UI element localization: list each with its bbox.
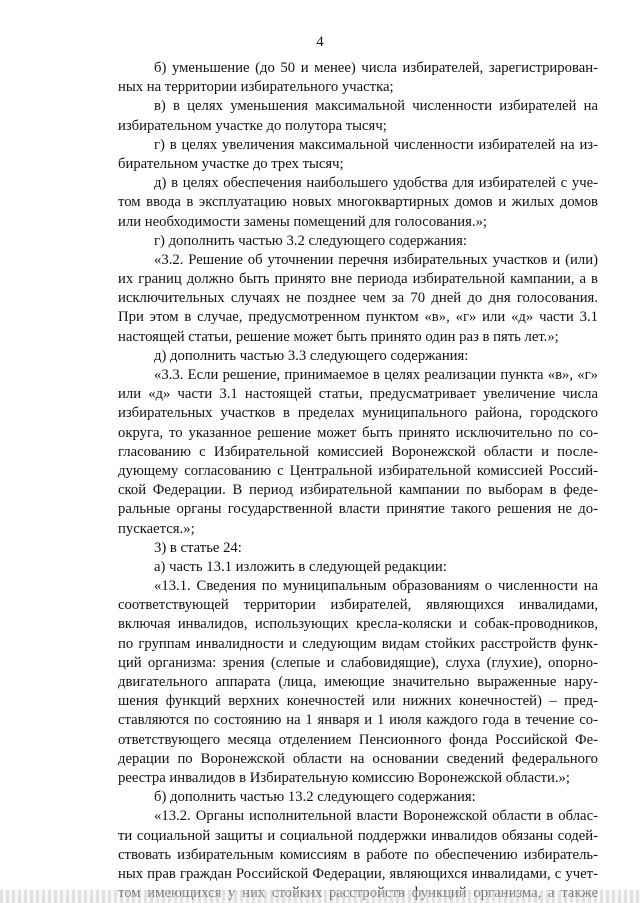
text-line: «13.2. Органы исполнительной власти Воронежской области в облас- — [154, 808, 598, 825]
text-line: исключительных случаях не позднее чем за 70 дней до дня голосования. — [118, 290, 598, 307]
text-line: включая инвалидов, использующих кресла-коляски и собак-проводников, — [118, 616, 598, 633]
text-line: дующему согласованию с Центральной избирательной комиссией Россий- — [118, 462, 598, 479]
text-line: б) уменьшение (до 50 и менее) числа избирателей, зарегистрирован- — [154, 60, 598, 76]
text-line: дерации по Воронежской области на основании сведений федерального — [118, 750, 598, 767]
text-line: их границ должно быть принято вне периода избирательной кампании, а в — [118, 271, 598, 288]
page-number: 4 — [316, 34, 324, 50]
text-line: д) дополнить частью 3.3 следующего содержания: — [154, 347, 469, 364]
text-line: по группам инвалидности и следующим видам стойких расстройств функ- — [118, 635, 598, 652]
text-line: шения функций верхних конечностей или нижних конечностей) – пред- — [118, 693, 598, 710]
text-line: «13.1. Сведения по муниципальным образованиям о численности на — [154, 578, 598, 595]
text-line: г) в целях увеличения максимальной численности избирателей на из- — [154, 136, 598, 153]
text-line: гласованию с Избирательной комиссией Воронежской области и после- — [118, 443, 598, 460]
text-line: избирательном участке до полутора тысяч; — [118, 117, 387, 134]
text-line: ных на территории избирательного участка; — [118, 79, 394, 96]
text-line: При этом в случае, предусмотренном пунктом «в», «г» или «д» части 3.1 — [118, 309, 598, 326]
text-line: том ввода в эксплуатацию новых многоквартирных домов и жилых домов — [118, 194, 598, 211]
text-line: «3.3. Если решение, принимаемое в целях реализации пункта «в», «г» — [154, 367, 598, 383]
text-line: 3) в статье 24: — [154, 539, 242, 556]
text-line: ставляются по состоянию на 1 января и 1 июля каждого года в течение со- — [118, 712, 598, 729]
text-line: соответствующей территории избирателей, являющихся инвалидами, — [118, 597, 598, 614]
text-line: бирательном участке до трех тысяч; — [118, 155, 344, 172]
text-line: ствовать избирательным комиссиям в работе по обеспечению избиратель- — [118, 846, 598, 863]
text-line: г) дополнить частью 3.2 следующего содержания: — [154, 232, 467, 249]
text-line: ответствующего месяца отделением Пенсионного фонда Российской Фе- — [118, 731, 598, 748]
text-line: в) в целях уменьшения максимальной численности избирателей на — [154, 98, 598, 115]
text-line: или необходимости замены помещений для голосования.»; — [118, 213, 487, 230]
scan-edge-artifact — [0, 890, 640, 903]
text-line: округа, то указанное решение может быть принято исключительно по со- — [118, 424, 598, 441]
text-line: или «д» части 3.1 настоящей статьи, предусматривает увеличение числа — [118, 386, 598, 403]
text-line: ций организма: зрения (слепые и слабовидящие), слуха (глухие), опорно- — [118, 654, 598, 671]
text-line: реестра инвалидов в Избирательную комиссию Воронежской области.»; — [118, 769, 570, 786]
text-line: настоящей статьи, решение может быть принято один раз в пять лет.»; — [118, 328, 559, 345]
text-line: избирательных участков в пределах муниципального района, городского — [118, 405, 598, 422]
text-line: пускается.»; — [118, 520, 195, 537]
text-line: ти социальной защиты и социальной поддержки инвалидов обязаны содей- — [118, 827, 598, 844]
text-line: д) в целях обеспечения наибольшего удобства для избирателей с уче- — [154, 175, 598, 192]
text-line: ных прав граждан Российской Федерации, являющихся инвалидами, с учет- — [118, 865, 598, 882]
text-line: ральные органы государственной власти принятие такого решения не до- — [118, 501, 598, 518]
text-line: ской Федерации. В период избирательной кампании по выборам в феде- — [118, 482, 598, 499]
text-line: «3.2. Решение об уточнении перечня избирательных участков и (или) — [154, 251, 598, 268]
document-body — [118, 59, 598, 903]
text-line: а) часть 13.1 изложить в следующей редакции: — [154, 558, 447, 575]
text-line: двигательного аппарата (лица, имеющие значительно выраженные нару- — [118, 674, 598, 690]
text-line: б) дополнить частью 13.2 следующего содержания: — [154, 789, 476, 806]
